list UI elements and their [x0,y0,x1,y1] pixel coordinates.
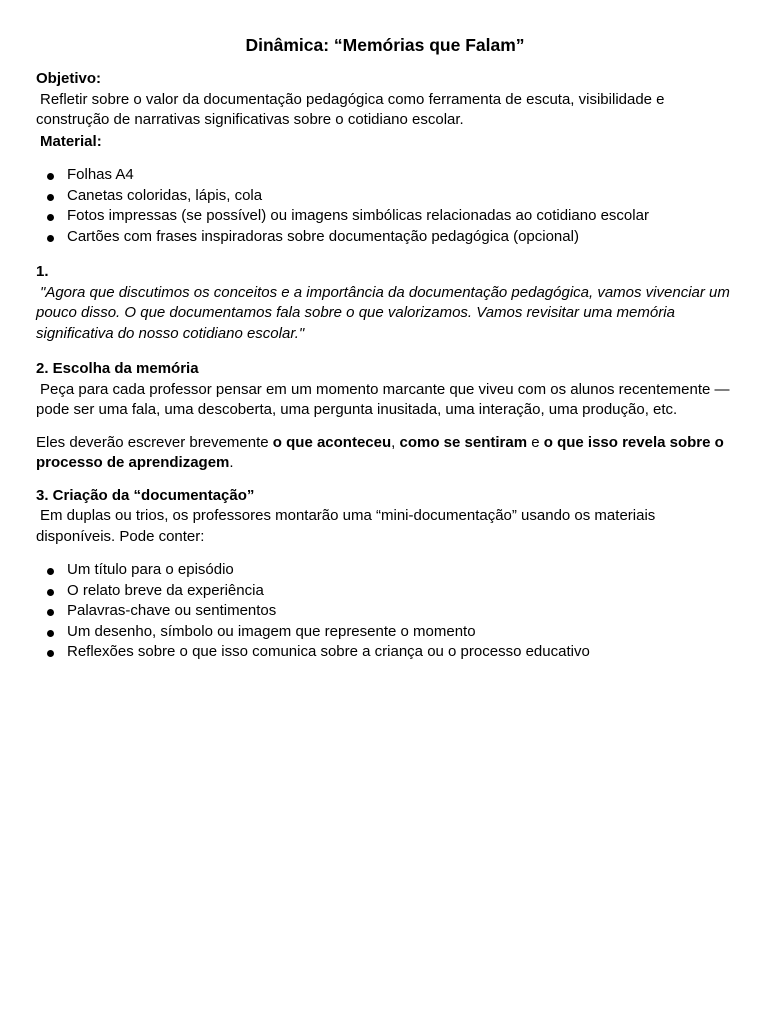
step3-label: 3. Criação da “documentação” [36,486,255,504]
page-title: Dinâmica: “Memórias que Falam” [245,35,525,55]
follow-text: , [391,433,400,451]
list-item-text: Canetas coloridas, lápis, cola [67,186,263,204]
list-item [36,165,734,186]
list-item-text: O relato breve da experiência [67,581,264,599]
list-item [36,560,734,581]
follow-bold-reveal: o que isso revela sobre o processo de aprendizagem [36,433,724,471]
objective-label: Objetivo: [36,70,102,87]
objective-text: Refletir sobre o valor da documentação pedagógica como ferramenta de escuta, visibilidade e construção de narrativas significativas sobre o cotidiano escolar. [36,90,665,128]
bullet-icon [47,568,54,575]
list-item [36,601,734,622]
list-item [36,581,734,602]
follow-text: . [229,454,234,471]
step2-section [36,359,734,421]
list-item-text: Reflexões sobre o que isso comunica sobre a criança ou o processo educativo [67,643,590,660]
bullet-icon [47,235,54,242]
bullet-icon [47,630,54,637]
step3-section [36,486,734,548]
step3-list [36,560,734,663]
material-section [36,132,734,248]
list-item-text: Fotos impressas (se possível) ou imagens simbólicas relacionadas ao cotidiano escolar [67,207,649,224]
material-label: Material: [40,132,102,150]
list-item [36,642,734,663]
bullet-icon [47,609,54,616]
step1-label: 1. [36,263,49,280]
step2-text: Peça para cada professor pensar em um momento marcante que viveu com os alunos recentemente — pode ser uma fala, uma descoberta, uma pergunta inusitada, uma interação, uma produção, etc. [36,380,730,418]
objective-section [36,69,734,131]
list-item [36,206,734,227]
bullet-icon [47,194,54,201]
follow-text: Eles deverão escrever brevemente [36,433,273,451]
follow-bold-feel: como se sentiram [399,433,528,451]
list-item-text: Cartões com frases inspiradoras sobre documentação pedagógica (opcional) [67,227,579,245]
list-item [36,622,734,643]
follow-text: e [527,433,544,451]
bullet-icon [47,589,54,596]
step3-text: Em duplas ou trios, os professores montarão uma “mini-documentação” usando os materiais disponíveis. Pode conter: [36,507,656,545]
material-list [36,165,734,247]
list-item [36,227,734,248]
follow-bold-what: o que aconteceu [272,433,392,451]
list-item-text: Um título para o episódio [67,561,234,578]
step1-section [36,262,734,344]
bullet-icon [47,214,54,221]
bullet-icon [47,650,54,657]
bullet-icon [47,173,54,180]
step1-quote: "Agora que discutimos os conceitos e a importância da documentação pedagógica, vamos vivenciar um pouco disso. O que documentamos fala sobre o que valorizamos. Vamos revisitar uma memória significativa do nosso cotidiano escolar." [36,283,730,342]
step2-label: 2. Escolha da memória [36,360,199,377]
step2-follow [36,433,734,474]
list-item-text: Um desenho, símbolo ou imagem que represente o momento [67,622,476,640]
list-item-text: Folhas A4 [67,166,134,183]
list-item [36,186,734,207]
list-item-text: Palavras-chave ou sentimentos [67,602,277,619]
